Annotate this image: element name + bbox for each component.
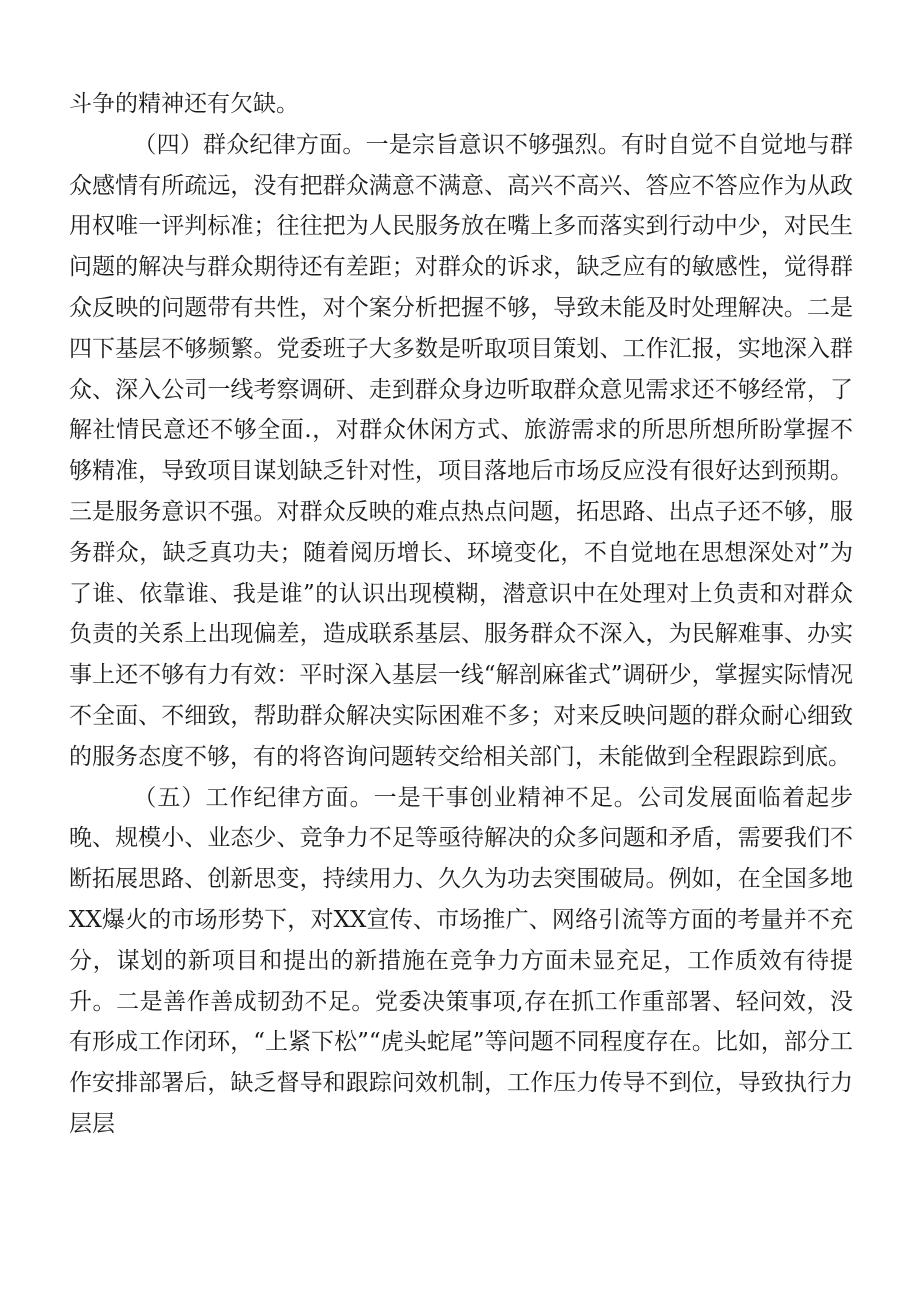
paragraph-work-discipline: （五）工作纪律方面。一是干事创业精神不足。公司发展面临着起步晚、规模小、业态少、竞争力不足等亟待解决的众多问题和矛盾，需要我们不断拓展思路、创新思变，持续用力、久久为功去突围破局。例如，在全国多地XX爆火的市场形势下，对XX宣传、市场推广、网络引流等方面的考量并不充分，谋划的新项目和提出的新措施在竞争力方面未显充足，工作质效有待提升。二是善作善成韧劲不足。党委决策事项,存在抓工作重部署、轻问效，没有形成工作闭环，“上紧下松”“虎头蛇尾”等问题不同程度存在。比如，部分工作安排部署后，缺乏督导和跟踪问效机制，工作压力传导不到位，导致执行力层层	[69, 784, 853, 1137]
paragraph-mass-discipline: （四）群众纪律方面。一是宗旨意识不够强烈。有时自觉不自觉地与群众感情有所疏远，没有把群众满意不满意、高兴不高兴、答应不答应作为从政用权唯一评判标准；往往把为人民服务放在嘴上多而落实到行动中少，对民生问题的解决与群众期待还有差距；对群众的诉求，缺乏应有的敏感性，觉得群众反映的问题带有共性，对个案分析把握不够，导致未能及时处理解决。二是四下基层不够频繁。党委班子大多数是听取项目策划、工作汇报，实地深入群众、深入公司一线考察调研、走到群众身边听取群众意见需求还不够经常，了解社情民意还不够全面.，对群众休闲方式、旅游需求的所思所想所盼掌握不够精准，导致项目谋划缺乏针对性，项目落地后市场反应没有很好达到预期。三是服务意识不强。对群众反映的难点热点问题，拓思路、出点子还不够，服务群众，缺乏真功夫；随着阅历增长、环境变化，不自觉地在思想深处对”为了谁、依靠谁、我是谁”的认识出现模糊，潜意识中在处理对上负责和对群众负责的关系上出现偏差，造成联系基层、服务群众不深入，为民解难事、办实事上还不够有力有效：平时深入基层一线“解剖麻雀式”调研少，掌握实际情况不全面、不细致，帮助群众解决实际困难不多；对来反映问题的群众耐心细致的服务态度不够，有的将咨询问题转交给相关部门，未能做到全程跟踪到底。	[69, 131, 853, 770]
paragraph-continuation: 斗争的精神还有欠缺。	[69, 91, 299, 117]
document-body	[69, 84, 853, 1145]
